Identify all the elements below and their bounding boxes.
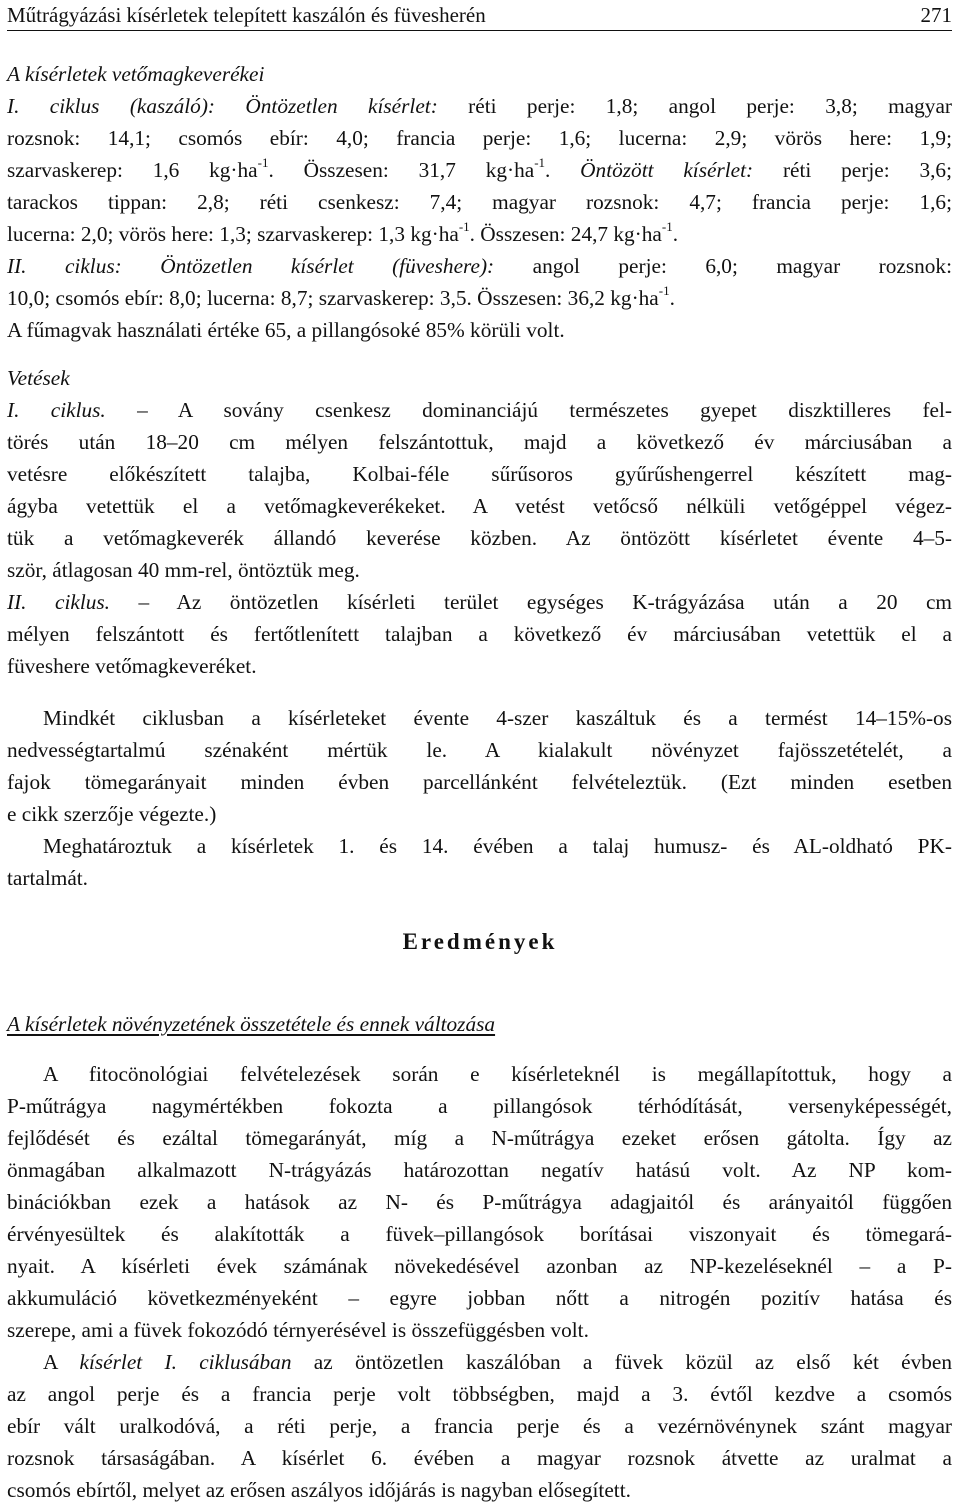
results-para1-line: akkumuláció következményeként – egyre jobban nőtt a nitrogén pozitív hatása és bbox=[7, 1286, 952, 1310]
sowing-c2-line-1: II. ciklus. – Az öntözetlen kísérleti terület egységes K-trágyázása után a 20 cm bbox=[7, 590, 952, 614]
cycle1-line-4: tarackos tippan: 2,8; réti csenkesz: 7,4; magyar rozsnok: 4,7; francia perje: 1,6; bbox=[7, 190, 952, 214]
section-heading-sowing: Vetések bbox=[7, 366, 70, 390]
results-para1-line: nyait. A kísérleti évek számának növekedésével azonban az NP-kezeléseknél – a P- bbox=[7, 1254, 952, 1278]
sowing-c1-line: ször, átlagosan 40 mm-rel, öntöztük meg. bbox=[7, 558, 360, 582]
cycle1-line-5: lucerna: 2,0; vörös here: 1,3; szarvaskerep: 1,3 $kg\cdot ha^{-1}$. Összesen: 24,7 $kg\cdot ha^{-1}$. bbox=[7, 218, 679, 246]
harvest-para-line: fajok tömegarányait minden évben parcellánként felvételeztük. (Ezt minden esetben bbox=[7, 770, 952, 794]
results-subheading: A kísérletek növényzetének összetétele és ennek változása bbox=[7, 1012, 496, 1036]
results-para1-line: szerepe, ami a füvek fokozódó térnyerésével is összefüggésben volt. bbox=[7, 1318, 589, 1342]
results-para2-line: ebír vált uralkodóvá, a réti perje, a francia perje és a vezérnövénynek szánt magyar bbox=[7, 1414, 952, 1438]
results-para1-line: binációkban ezek a hatások az N- és P-műtrágya adagjaitól és arányaitól függően bbox=[7, 1190, 952, 1214]
cycle1-line-2: rozsnok: 14,1; csomós ebír: 4,0; francia perje: 1,6; lucerna: 2,9; vörös here: 1,9; bbox=[7, 126, 952, 150]
harvest-para-line: e cikk szerzője végezte.) bbox=[7, 802, 217, 826]
sowing-c2-line: mélyen felszántott és fertőtlenített talajban a következő év márciusában vetettük el a bbox=[7, 622, 952, 646]
results-para1-line: önmagában alkalmazott N-trágyázás határozottan negatív hatású volt. Az NP kom- bbox=[7, 1158, 952, 1182]
running-header bbox=[7, 4, 952, 31]
harvest-para-line: nedvességtartalmú szénaként mértük le. A kialakult növényzet fajösszetételét, a bbox=[7, 738, 952, 762]
cycle2-label: II. ciklus: Öntözetlen kísérlet (füveshere): bbox=[7, 254, 495, 278]
results-para2-italic: kísérlet I. ciklusában bbox=[79, 1350, 292, 1374]
sowing-c2-label: II. ciklus. bbox=[7, 590, 110, 614]
sowing-c1-line: törés után 18–20 cm mélyen felszántottuk, majd a következő év márciusában a bbox=[7, 430, 952, 454]
sowing-c1-line: tük a vetőmagkeverék állandó keverése közben. Az öntözött kísérletet évente 4–5- bbox=[7, 526, 952, 550]
soil-para-line: tartalmát. bbox=[7, 866, 89, 890]
results-para2-line: rozsnok társaságában. A kísérlet 6. évében a magyar rozsnok átvette az uralmat a bbox=[7, 1446, 952, 1470]
results-para1-line: P-műtrágya nagymértékben fokozta a pillangósok térhódítását, versenyképességét, bbox=[7, 1094, 952, 1118]
results-para1-line: fejlődését és ezáltal tömegarányát, míg a N-műtrágya ezeket erősen gátolta. Így az bbox=[7, 1126, 952, 1150]
cycle1-line-3: szarvaskerep: 1,6 $kg\cdot ha^{-1}$. Összesen: 31,7 $kg\cdot ha^{-1}$. Öntözött kísérlet: réti perje: 3,6; bbox=[7, 154, 952, 182]
soil-para-line: Meghatároztuk a kísérletek 1. és 14. évében a talaj humusz- és AL-oldható PK- bbox=[43, 834, 952, 858]
sowing-c1-line: ágyba vetettük el a vetőmagkeverékeket. A vetést vetőcső nélküli vetőgéppel végez- bbox=[7, 494, 952, 518]
sowing-c2-line: füveshere vetőmagkeveréket. bbox=[7, 654, 257, 678]
section-heading-seed-mixtures: A kísérletek vetőmagkeverékei bbox=[7, 62, 265, 86]
results-para2-line-1: A kísérlet I. ciklusában az öntözetlen kaszálóban a füvek közül az első két évben bbox=[43, 1350, 953, 1374]
cycle1-label: I. ciklus (kaszáló): Öntözetlen kísérlet: bbox=[7, 94, 438, 118]
results-para2-line: az angol perje és a francia perje volt többségben, majd a 3. évtől kezdve a csomós bbox=[7, 1382, 952, 1406]
sowing-c1-label: I. ciklus. bbox=[7, 398, 106, 422]
page-number: 271 bbox=[920, 3, 952, 27]
cycle2-line-2: 10,0; csomós ebír: 8,0; lucerna: 8,7; szarvaskerep: 3,5. Összesen: 36,2 $kg\cdot ha^{-1}$. bbox=[7, 282, 675, 310]
results-para2-line: csomós ebírtől, melyet az erősen aszályos időjárás is nagyban elősegített. bbox=[7, 1478, 631, 1502]
running-title: Műtrágyázási kísérletek telepített kaszálón és füvesherén bbox=[7, 3, 486, 27]
sowing-c1-line: vetésre előkészített talajba, Kolbai-féle sűrűsoros gyűrűshengerrel készített mag- bbox=[7, 462, 952, 486]
cycle2-line-1: II. ciklus: Öntözetlen kísérlet (füveshere): angol perje: 6,0; magyar rozsnok: bbox=[7, 254, 952, 278]
cycle2-line-3: A fűmagvak használati értéke 65, a pillangósoké 85% körüli volt. bbox=[7, 318, 565, 342]
irrigated-label: Öntözött kísérlet: bbox=[580, 158, 754, 182]
cycle1-line-1: I. ciklus (kaszáló): Öntözetlen kísérlet: réti perje: 1,8; angol perje: 3,8; magyar bbox=[7, 94, 952, 118]
sowing-c1-line-1: I. ciklus. – A sovány csenkesz dominanciájú természetes gyepet diszktilleres fel- bbox=[7, 398, 952, 422]
results-para1-line: A fitocönológiai felvételezések során e kísérleteknél is megállapítottuk, hogy a bbox=[43, 1062, 952, 1086]
harvest-para-line: Mindkét ciklusban a kísérleteket évente 4-szer kaszáltuk és a termést 14–15%-os bbox=[43, 706, 952, 730]
results-para1-line: érvényesültek és alakították a füvek–pillangósok borításai viszonyait és tömegará- bbox=[7, 1222, 952, 1246]
results-heading: Eredmények bbox=[402, 929, 558, 954]
